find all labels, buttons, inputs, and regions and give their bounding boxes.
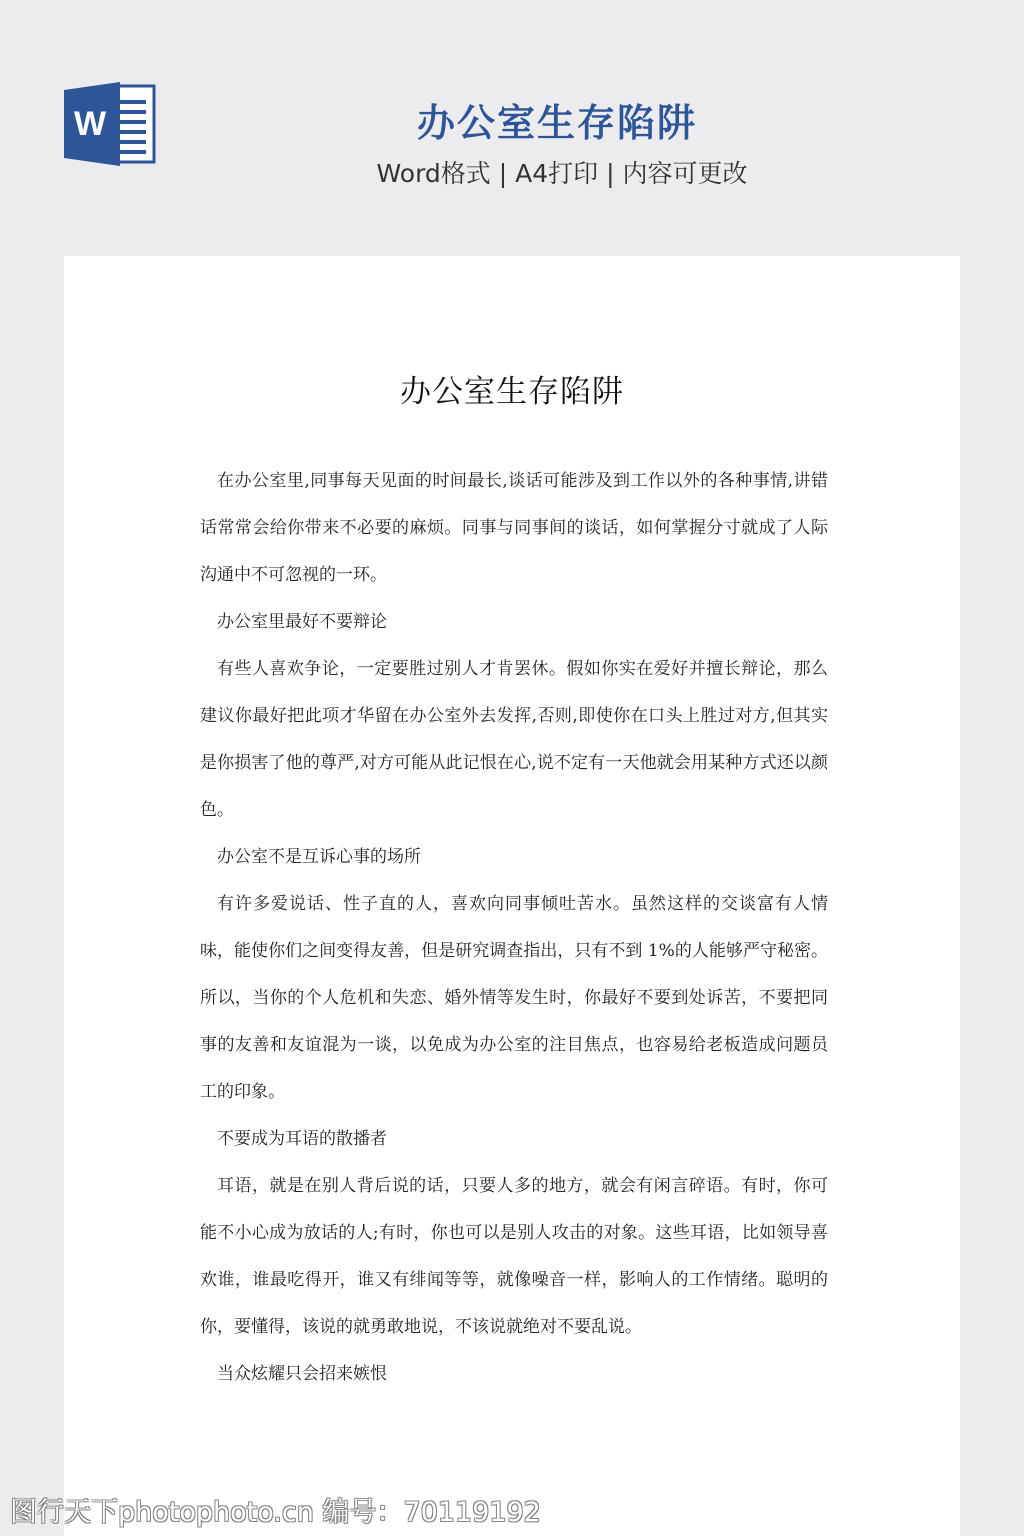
document-body xyxy=(200,458,828,1398)
section-heading: 办公室里最好不要辩论 xyxy=(217,612,387,632)
paragraph: 有许多爱说话、性子直的人，喜欢向同事倾吐苦水。虽然这样的交谈富有人情味，能使你们之间变得友善，但是研究调查指出，只有不到 1%的人能够严守秘密。所以，当你的个人危机和失恋、婚外情等发生时，你最好不要到处诉苦，不要把同事的友善和友谊混为一谈，以免成为办公室的注目焦点，也容易给老板造成问题员工的印象。 xyxy=(200,894,828,1102)
page-title: 办公室生存陷阱 xyxy=(416,101,697,145)
section-heading: 当众炫耀只会招来嫉恨 xyxy=(217,1364,387,1384)
section-heading: 不要成为耳语的散播者 xyxy=(217,1129,387,1149)
word-icon-letter: W xyxy=(73,105,107,143)
section-heading: 办公室不是互诉心事的场所 xyxy=(217,847,421,867)
page-subtitle: Word格式 | A4打印 | 内容可更改 xyxy=(376,159,748,188)
header-banner xyxy=(0,0,1024,255)
paragraph: 有些人喜欢争论，一定要胜过别人才肯罢休。假如你实在爱好并擅长辩论，那么建议你最好把此项才华留在办公室外去发挥,否则,即使你在口头上胜过对方,但其实是你损害了他的尊严,对方可能从此记恨在心,说不定有一天他就会用某种方式还以颜色。 xyxy=(200,659,828,820)
paragraph: 耳语，就是在别人背后说的话，只要人多的地方，就会有闲言碎语。有时，你可能不小心成为放话的人;有时，你也可以是别人攻击的对象。这些耳语，比如领导喜欢谁，谁最吃得开，谁又有绯闻等等，就像噪音一样，影响人的工作情绪。聪明的你，要懂得，该说的就勇敢地说，不该说就绝对不要乱说。 xyxy=(200,1176,828,1337)
watermark-text: 图行天下photophoto.cn 编号：70119192 xyxy=(10,1497,541,1528)
document-title: 办公室生存陷阱 xyxy=(400,374,624,410)
paragraph-intro: 在办公室里,同事每天见面的时间最长,谈话可能涉及到工作以外的各种事情,讲错话常常会给你带来不必要的麻烦。同事与同事间的谈话，如何掌握分寸就成了人际沟通中不可忽视的一环。 xyxy=(200,471,828,585)
